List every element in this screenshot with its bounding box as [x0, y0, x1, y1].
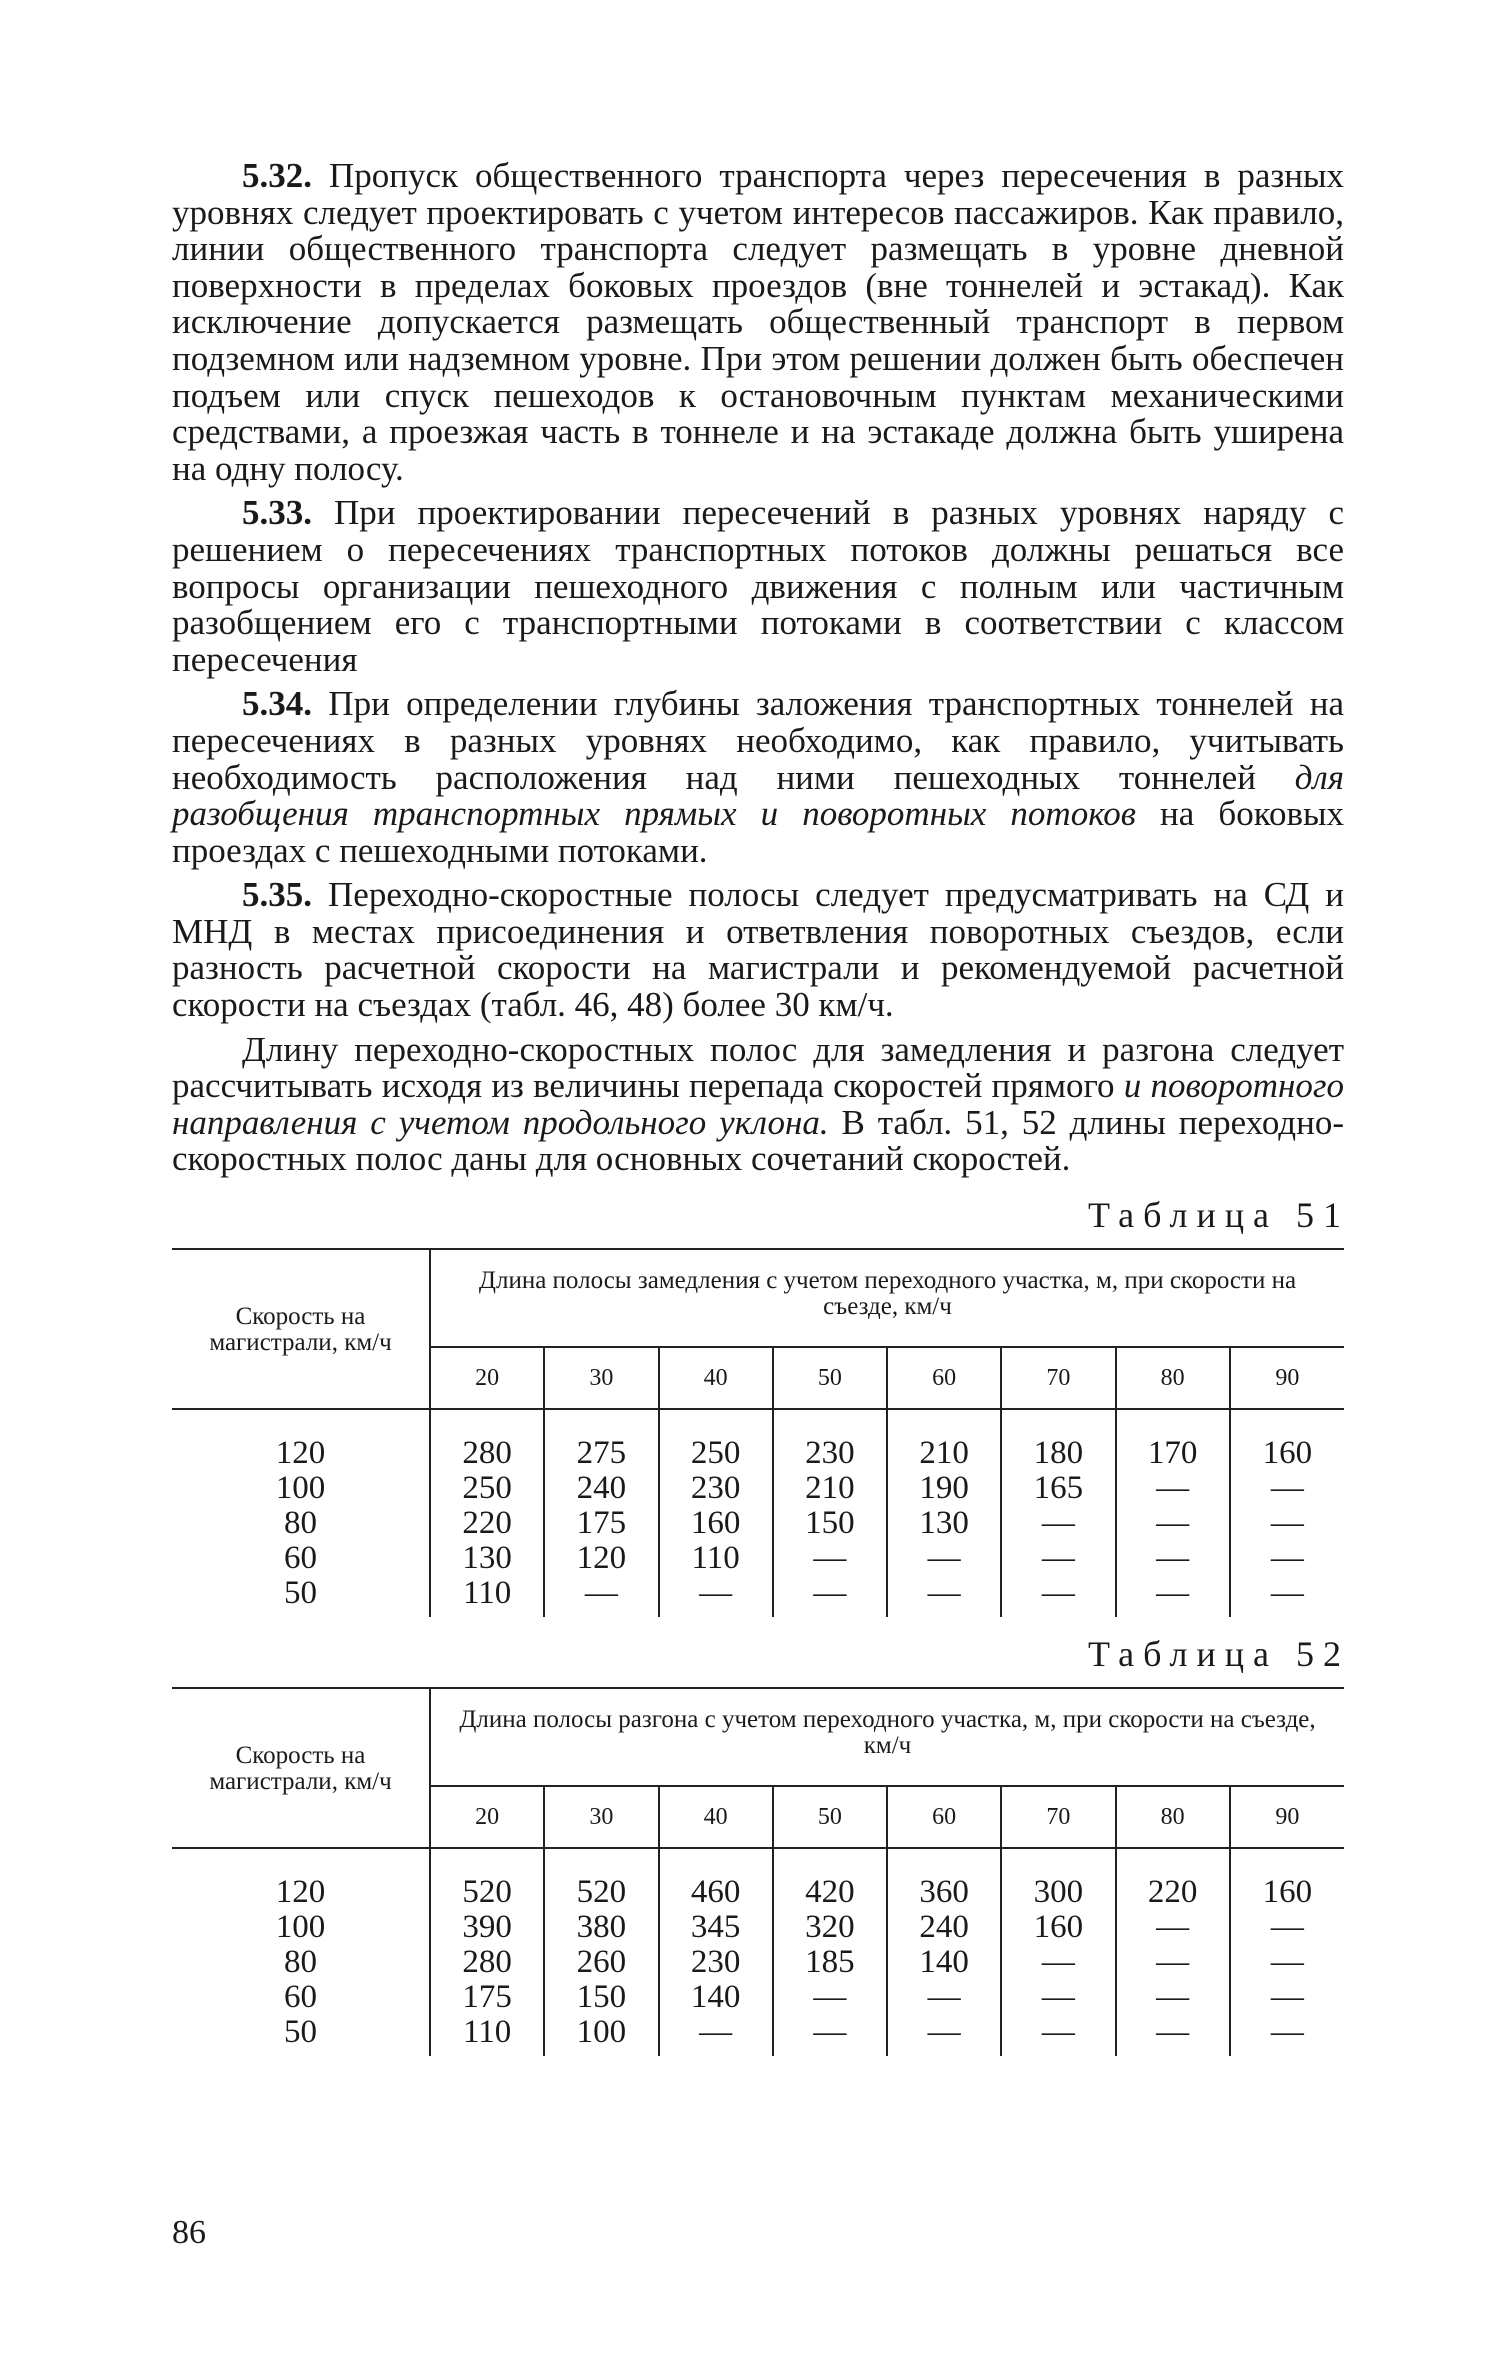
table-body-row	[172, 1409, 1344, 1617]
table-cell: —	[927, 2014, 961, 2051]
paragraph-5-34	[172, 686, 1344, 869]
paragraph-text: В табл. 51, 52 длины переходно-скоростных полос даны для основных сочетаний скоростей.	[172, 1102, 1345, 1179]
table-cell: 240	[919, 1909, 969, 1946]
paragraph-text: на боковых проездах с пешеходными потоками.	[172, 794, 1344, 870]
paragraph-text-italic: для разобщения транспортных прямых и поворотных потоков	[172, 757, 1344, 834]
value-column	[659, 1409, 773, 1617]
table-cell: 120	[275, 1874, 326, 1911]
table-cell: 130	[919, 1505, 969, 1542]
table-cell: 130	[462, 1540, 512, 1577]
paragraph-5-35	[172, 877, 1344, 1023]
table-cell: 230	[690, 1944, 741, 1981]
table-cell: —	[1270, 1575, 1304, 1612]
table-cell: —	[1156, 1505, 1190, 1542]
ramp-speed-header: 20	[430, 1786, 544, 1848]
table-cell: 345	[690, 1909, 741, 1946]
table-cell: —	[1270, 1470, 1304, 1507]
table-cell: 150	[805, 1505, 855, 1542]
value-column	[1001, 1848, 1115, 2056]
value-column	[1116, 1848, 1230, 2056]
lane-length-header: Длина полосы замедления с учетом переходного участка, м, при скорости на съезде, км/ч	[430, 1249, 1344, 1347]
ramp-speed-header: 30	[544, 1347, 658, 1409]
table-cell: 520	[576, 1874, 627, 1911]
table-cell: 275	[576, 1435, 627, 1472]
table-cell: —	[1041, 1575, 1075, 1612]
table-cell: 150	[576, 1979, 627, 2016]
page-content	[172, 156, 1350, 2056]
table-cell: 520	[462, 1874, 512, 1911]
ramp-speed-header: 40	[659, 1347, 773, 1409]
table-cell: 190	[919, 1470, 969, 1507]
table-cell: 250	[690, 1435, 741, 1472]
table-cell: —	[927, 1575, 961, 1612]
table-cell: 160	[690, 1505, 741, 1542]
table-cell: 460	[690, 1874, 741, 1911]
table-52	[172, 1687, 1344, 2056]
table-cell: —	[1156, 1540, 1190, 1577]
ramp-speed-header: 60	[887, 1347, 1001, 1409]
table-cell: —	[1156, 1979, 1190, 2016]
paragraph-text: Переходно-скоростные полосы следует предусматривать на СД и МНД в местах присоединения и ответвления поворотных съездов, если разность расчетной скорости на магистрали и рекомендуемой расчетной скорости на съездах (табл. 46, 48) более 30 км/ч.	[172, 875, 1344, 1025]
page-number: 86	[172, 2214, 206, 2251]
ramp-speed-header: 50	[773, 1786, 887, 1848]
table-51-title: Таблица 51	[1088, 1195, 1350, 1236]
table-51	[172, 1248, 1344, 1617]
value-column	[430, 1409, 544, 1617]
table-cell: 185	[805, 1944, 855, 1981]
value-column	[659, 1848, 773, 2056]
table-cell: —	[813, 1575, 847, 1612]
clause-number: 5.33.	[242, 493, 312, 533]
paragraph-5-32	[172, 158, 1344, 487]
table-cell: 110	[462, 1575, 512, 1612]
table-cell: 80	[284, 1505, 317, 1542]
table-cell: —	[1270, 1944, 1304, 1981]
table-cell: —	[1270, 1505, 1304, 1542]
table-body-row	[172, 1848, 1344, 2056]
ramp-speed-header: 60	[887, 1786, 1001, 1848]
clause-number: 5.32.	[242, 156, 312, 195]
table-cell: 140	[690, 1979, 741, 2016]
table-cell: —	[1156, 1909, 1190, 1946]
table-cell: 210	[805, 1470, 855, 1507]
table-cell: —	[1041, 1944, 1075, 1981]
paragraph-lane-length	[172, 1029, 1345, 1179]
table-cell: 210	[919, 1435, 969, 1472]
table-cell: 60	[284, 1540, 317, 1577]
table-cell: 280	[462, 1435, 512, 1472]
table-cell: 60	[284, 1979, 317, 2016]
ramp-speed-header: 90	[1230, 1347, 1344, 1409]
value-column	[887, 1409, 1001, 1617]
table-cell: —	[1156, 1944, 1190, 1981]
value-column	[1230, 1409, 1344, 1617]
table-cell: 160	[1033, 1909, 1084, 1946]
value-column	[773, 1848, 887, 2056]
table-cell: —	[813, 1540, 847, 1577]
speed-column	[172, 1848, 430, 2056]
value-column	[430, 1848, 544, 2056]
table-cell: 320	[805, 1909, 855, 1946]
value-column	[544, 1848, 658, 2056]
lane-length-header: Длина полосы разгона с учетом переходного участка, м, при скорости на съезде, км/ч	[430, 1688, 1344, 1786]
table-cell: 140	[919, 1944, 969, 1981]
table-cell: —	[1156, 1470, 1190, 1507]
ramp-speed-header: 90	[1230, 1786, 1344, 1848]
paragraph-text: При определении глубины заложения транспортных тоннелей на пересечениях в разных уровнях необходимо, как правило, учитывать необходимость расположения над ними пешеходных тоннелей	[172, 684, 1344, 797]
table-cell: 300	[1033, 1874, 1084, 1911]
table-cell: 170	[1147, 1435, 1198, 1472]
table-cell: —	[927, 1979, 961, 2016]
table-cell: 50	[284, 1575, 317, 1612]
table-cell: 240	[576, 1470, 627, 1507]
table-cell: 220	[462, 1505, 512, 1542]
value-column	[773, 1409, 887, 1617]
table-cell: 260	[576, 1944, 627, 1981]
table-cell: —	[699, 2014, 733, 2051]
value-column	[1001, 1409, 1115, 1617]
paragraph-5-33	[172, 495, 1344, 678]
ramp-speed-header: 80	[1116, 1347, 1230, 1409]
table-cell: 280	[462, 1944, 512, 1981]
clause-number: 5.34.	[242, 684, 312, 724]
table-cell: 390	[462, 1909, 512, 1946]
table-cell: 80	[284, 1944, 317, 1981]
table-cell: 250	[462, 1470, 512, 1507]
table-cell: —	[927, 1540, 961, 1577]
table-cell: 220	[1147, 1874, 1198, 1911]
value-column	[1116, 1409, 1230, 1617]
table-cell: 165	[1033, 1470, 1084, 1507]
speed-column-header: Скорость на магистрали, км/ч	[172, 1249, 430, 1409]
table-cell: 160	[1262, 1435, 1313, 1472]
table-cell: 110	[462, 2014, 512, 2051]
table-cell: —	[1156, 2014, 1190, 2051]
clause-number: 5.35.	[242, 875, 312, 915]
table-cell: 175	[462, 1979, 512, 2016]
ramp-speed-header: 70	[1001, 1347, 1115, 1409]
table-cell: 180	[1033, 1435, 1084, 1472]
table-cell: —	[813, 2014, 847, 2051]
value-column	[544, 1409, 658, 1617]
table-cell: —	[1270, 1540, 1304, 1577]
ramp-speed-header: 30	[544, 1786, 658, 1848]
ramp-speed-header: 20	[430, 1347, 544, 1409]
table-cell: —	[1041, 1505, 1075, 1542]
table-cell: 50	[284, 2014, 317, 2051]
table-cell: 230	[805, 1435, 855, 1472]
ramp-speed-header: 40	[659, 1786, 773, 1848]
value-column	[887, 1848, 1001, 2056]
speed-column-header: Скорость на магистрали, км/ч	[172, 1688, 430, 1848]
table-cell: 110	[691, 1540, 740, 1577]
table-cell: —	[1041, 1979, 1075, 2016]
table-cell: —	[699, 1575, 733, 1612]
table-cell: —	[1041, 2014, 1075, 2051]
table-cell: 360	[919, 1874, 969, 1911]
table-cell: 175	[576, 1505, 627, 1542]
table-cell: —	[1270, 2014, 1304, 2051]
table-cell: 380	[576, 1909, 627, 1946]
paragraph-text-italic: и поворотного направления с учетом продольного уклона.	[172, 1066, 1345, 1142]
table-cell: —	[584, 1575, 618, 1612]
ramp-speed-header: 50	[773, 1347, 887, 1409]
table-cell: —	[813, 1979, 847, 2016]
table-cell: —	[1270, 1909, 1304, 1946]
table-cell: 100	[576, 2014, 627, 2051]
paragraph-text: Длину переходно-скоростных полос для замедления и разгона следует рассчитывать исходя из величины перепада скоростей прямого	[172, 1029, 1344, 1106]
table-cell: 230	[690, 1470, 741, 1507]
paragraph-text: При проектировании пересечений в разных уровнях наряду с решением о пересечениях транспортных потоков должны решаться все вопросы организации пешеходного движения с полным или частичным разобщением его с транспортными потоками в соответствии с классом пересечения	[172, 493, 1344, 679]
table-cell: 160	[1262, 1874, 1313, 1911]
table-52-title: Таблица 52	[1088, 1634, 1350, 1675]
table-cell: 100	[275, 1909, 326, 1946]
paragraph-text: Пропуск общественного транспорта через пересечения в разных уровнях следует проектировать с учетом интересов пассажиров. Как правило, линии общественного транспорта следует размещать в уровне дневной поверхности в пределах боковых проездов (вне тоннелей и эстакад). Как исключение допускается размещать общественный транспорт в первом подземном или надземном уровне. При этом решении должен быть обеспечен подъем или спуск пешеходов к остановочным пунктам механическими средствами, а проезжая часть в тоннеле и на эстакаде должна быть уширена на одну полосу.	[172, 156, 1344, 488]
table-cell: 120	[576, 1540, 627, 1577]
speed-column	[172, 1409, 430, 1617]
table-cell: —	[1041, 1540, 1075, 1577]
table-cell: —	[1270, 1979, 1304, 2016]
table-cell: 420	[805, 1874, 855, 1911]
ramp-speed-header: 80	[1116, 1786, 1230, 1848]
table-cell: —	[1156, 1575, 1190, 1612]
ramp-speed-header: 70	[1001, 1786, 1115, 1848]
table-cell: 100	[275, 1470, 326, 1507]
value-column	[1230, 1848, 1344, 2056]
table-cell: 120	[275, 1435, 326, 1472]
